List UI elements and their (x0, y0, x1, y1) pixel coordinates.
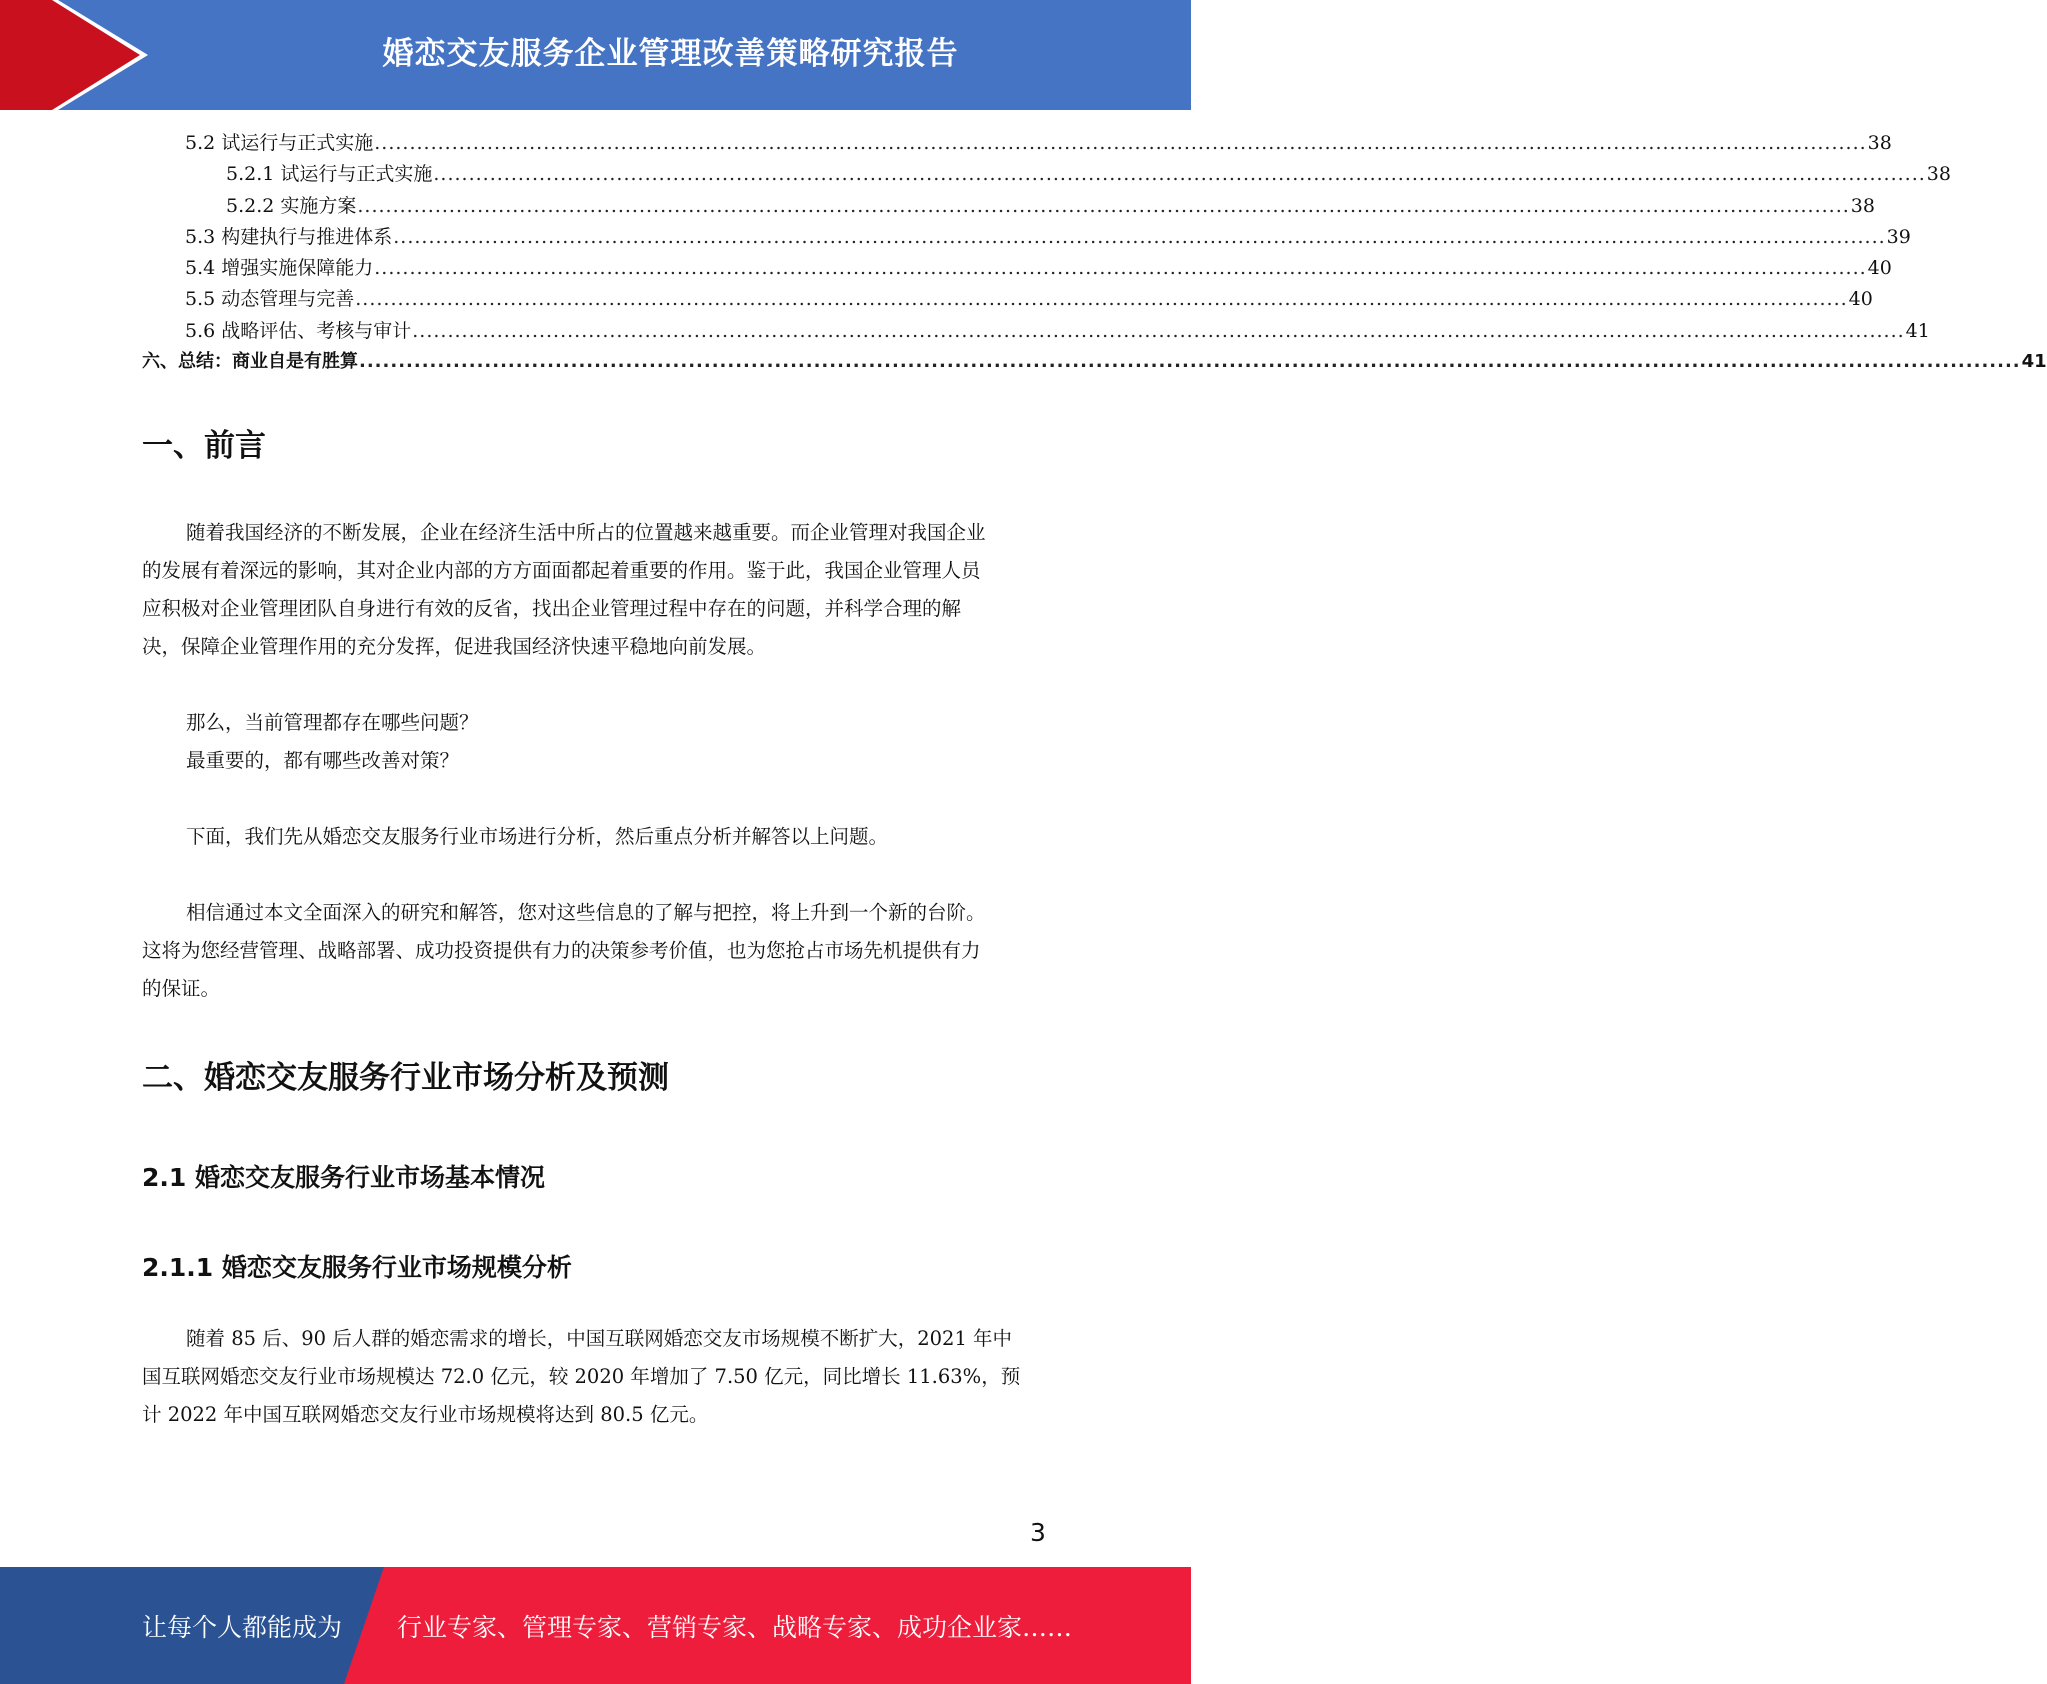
toc-entry-page: 41 (1905, 319, 1930, 342)
toc-entry-page: 39 (1886, 225, 1911, 248)
page-header (0, 0, 1191, 110)
toc-entry-label: 六、总结：商业自是有胜算 (142, 351, 358, 373)
toc-leader-dots: .................................................................................................................................................................................................................... (374, 257, 1867, 280)
section-heading: 二、婚恋交友服务行业市场分析及预测 (142, 1060, 669, 1096)
red-chevron-decoration (0, 0, 160, 110)
question-line: 那么，当前管理都存在哪些问题？ (186, 711, 479, 734)
toc-entry[interactable] (142, 316, 1930, 347)
toc-leader-dots: .................................................................................................................................................................................................................... (374, 132, 1867, 154)
page-footer (0, 1567, 1191, 1684)
footer-slogan-left: 让每个人都能成为 (142, 1612, 343, 1642)
paragraph (142, 1320, 1048, 1434)
toc-entry-page: 41 (2021, 351, 2047, 373)
footer-slogan-right: 行业专家、管理专家、营销专家、战略专家、成功企业家…… (397, 1612, 1073, 1642)
paragraph-line: 的保证。 (142, 977, 221, 1000)
table-of-contents (142, 128, 2047, 378)
report-title: 婚恋交友服务企业管理改善策略研究报告 (382, 35, 959, 72)
paragraph-line: 随着 85 后、90 后人群的婚恋需求的增长，中国互联网婚恋交友市场规模不断扩大，2021 年中 (186, 1327, 1013, 1350)
toc-entry[interactable] (142, 159, 1951, 190)
paragraph (142, 818, 1048, 856)
paragraph-line: 随着我国经济的不断发展，企业在经济生活中所占的位置越来越重要。而企业管理对我国企业 (186, 521, 986, 544)
paragraph-line: 应积极对企业管理团队自身进行有效的反省，找出企业管理过程中存在的问题，并科学合理的解 (142, 597, 962, 620)
toc-entry-label: 5.5 动态管理与完善 (185, 288, 355, 311)
toc-leader-dots: .................................................................................................................................................................................................................... (433, 163, 1926, 186)
toc-entry[interactable] (142, 128, 1892, 159)
toc-entry-label: 5.2.1 试运行与正式实施 (226, 163, 433, 186)
toc-entry-label: 5.2 试运行与正式实施 (185, 132, 374, 154)
toc-entry[interactable] (142, 284, 1873, 315)
paragraph-line: 这将为您经营管理、战略部署、成功投资提供有力的决策参考价值，也为您抢占市场先机提供有力 (142, 939, 981, 962)
toc-entry-label: 5.2.2 实施方案 (226, 194, 357, 217)
toc-entry[interactable] (142, 347, 2047, 378)
toc-entry-label: 5.3 构建执行与推进体系 (185, 225, 393, 248)
toc-leader-dots: .................................................................................................................................................................................................................... (359, 351, 2021, 373)
paragraph (142, 894, 1048, 1008)
toc-entry-page: 38 (1926, 163, 1951, 186)
section-heading: 一、前言 (142, 428, 266, 464)
paragraph-line: 决，保障企业管理作用的充分发挥，促进我国经济快速平稳地向前发展。 (142, 635, 767, 658)
paragraph-line: 相信通过本文全面深入的研究和解答，您对这些信息的了解与把控，将上升到一个新的台阶。 (186, 901, 986, 924)
paragraph-line: 的发展有着深远的影响，其对企业内部的方方面面都起着重要的作用。鉴于此，我国企业管理人员 (142, 559, 981, 582)
toc-entry-page: 40 (1848, 288, 1873, 311)
question-line: 最重要的，都有哪些改善对策？ (186, 749, 460, 772)
paragraph-line: 计 2022 年中国互联网婚恋交友行业市场规模将达到 80.5 亿元。 (142, 1403, 709, 1426)
toc-entry-page: 40 (1867, 257, 1892, 280)
subsection-heading: 2.1 婚恋交友服务行业市场基本情况 (142, 1163, 545, 1192)
toc-leader-dots: .................................................................................................................................................................................................................... (357, 194, 1850, 217)
toc-entry-label: 5.4 增强实施保障能力 (185, 257, 374, 280)
paragraph (142, 514, 1048, 666)
toc-entry[interactable] (142, 191, 1875, 222)
toc-entry[interactable] (142, 253, 1892, 284)
toc-entry-label: 5.6 战略评估、考核与审计 (185, 319, 412, 342)
paragraph-line: 下面，我们先从婚恋交友服务行业市场进行分析，然后重点分析并解答以上问题。 (186, 825, 889, 848)
toc-leader-dots: .................................................................................................................................................................................................................... (412, 319, 1905, 342)
toc-leader-dots: .................................................................................................................................................................................................................... (355, 288, 1848, 311)
toc-entry[interactable] (142, 222, 1911, 253)
subsection-heading: 2.1.1 婚恋交友服务行业市场规模分析 (142, 1253, 572, 1282)
toc-entry-page: 38 (1867, 132, 1892, 154)
paragraph-line: 国互联网婚恋交友行业市场规模达 72.0 亿元，较 2020 年增加了 7.50 亿元，同比增长 11.63%，预 (142, 1365, 1021, 1388)
toc-entry-page: 38 (1850, 194, 1875, 217)
toc-leader-dots: .................................................................................................................................................................................................................... (393, 225, 1886, 248)
page-number: 3 (1030, 1518, 1046, 1547)
paragraph (142, 704, 1048, 780)
